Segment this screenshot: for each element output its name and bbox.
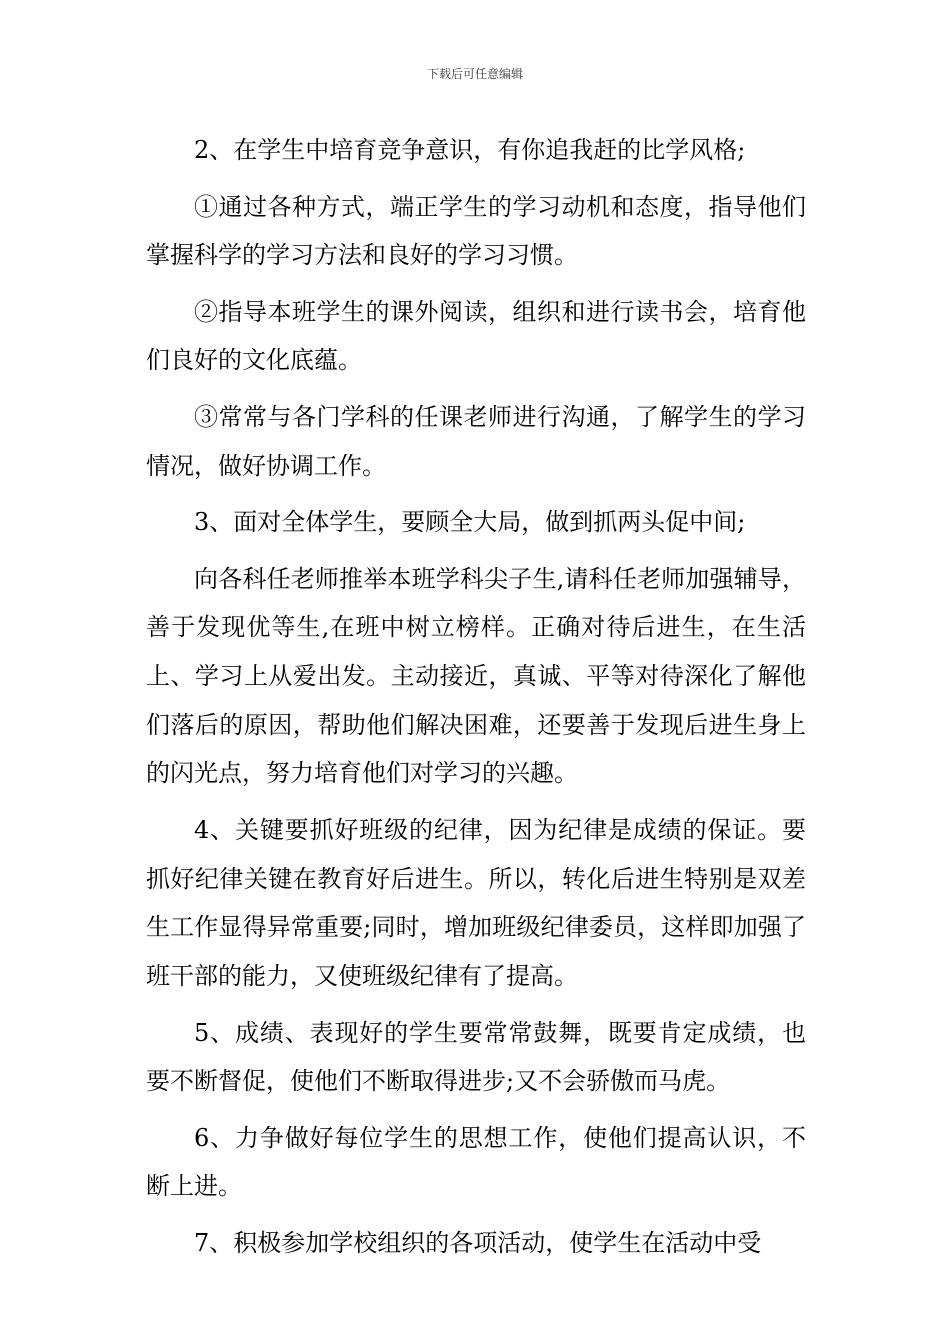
paragraph-3-all-students: 3、面对全体学生，要顾全大局，做到抓两头促中间;	[194, 508, 746, 537]
paragraph-7-activities: 7、积极参加学校组织的各项活动，使学生在活动中受	[194, 1228, 762, 1257]
paragraph-4-discipline: 4、关键要抓好班级的纪律，因为纪律是成绩的保证。要抓好纪律关键在教育好后进生。所以，转化后进生特别是双差生工作显得异常重要;同时，增加班级纪律委员，这样即加强了班干部的能力，又使班级纪律有了提高。	[146, 815, 806, 991]
paragraph-5-encouragement: 5、成绩、表现好的学生要常常鼓舞，既要肯定成绩，也要不断督促，使他们不断取得进步;又不会骄傲而马虎。	[146, 1018, 806, 1096]
page-header: 下载后可任意编辑	[426, 67, 523, 81]
paragraph-item-1-motivation: ①通过各种方式，端正学生的学习动机和态度，指导他们掌握科学的学习方法和良好的学习习惯。	[146, 192, 806, 270]
paragraph-2-competition: 2、在学生中培育竞争意识，有你追我赶的比学风格;	[194, 136, 746, 164]
paragraph-item-3-communication: ③常常与各门学科的任课老师进行沟通，了解学生的学习情况，做好协调工作。	[146, 402, 806, 480]
paragraph-6-ideology: 6、力争做好每位学生的思想工作，使他们提高认识，不断上进。	[146, 1123, 806, 1201]
paragraph-top-students: 向各科任老师推举本班学科尖子生,请科任老师加强辅导，善于发现优等生,在班中树立榜样。正确对待后进生，在生活上、学习上从爱出发。主动接近，真诚、平等对待深化了解他们落后的原因，帮助他们解决困难，还要善于发现后进生身上的闪光点，努力培育他们对学习的兴趣。	[146, 564, 806, 788]
body-text	[146, 126, 806, 1275]
paragraph-item-2-reading: ②指导本班学生的课外阅读，组织和进行读书会，培育他们良好的文化底蕴。	[146, 297, 806, 375]
